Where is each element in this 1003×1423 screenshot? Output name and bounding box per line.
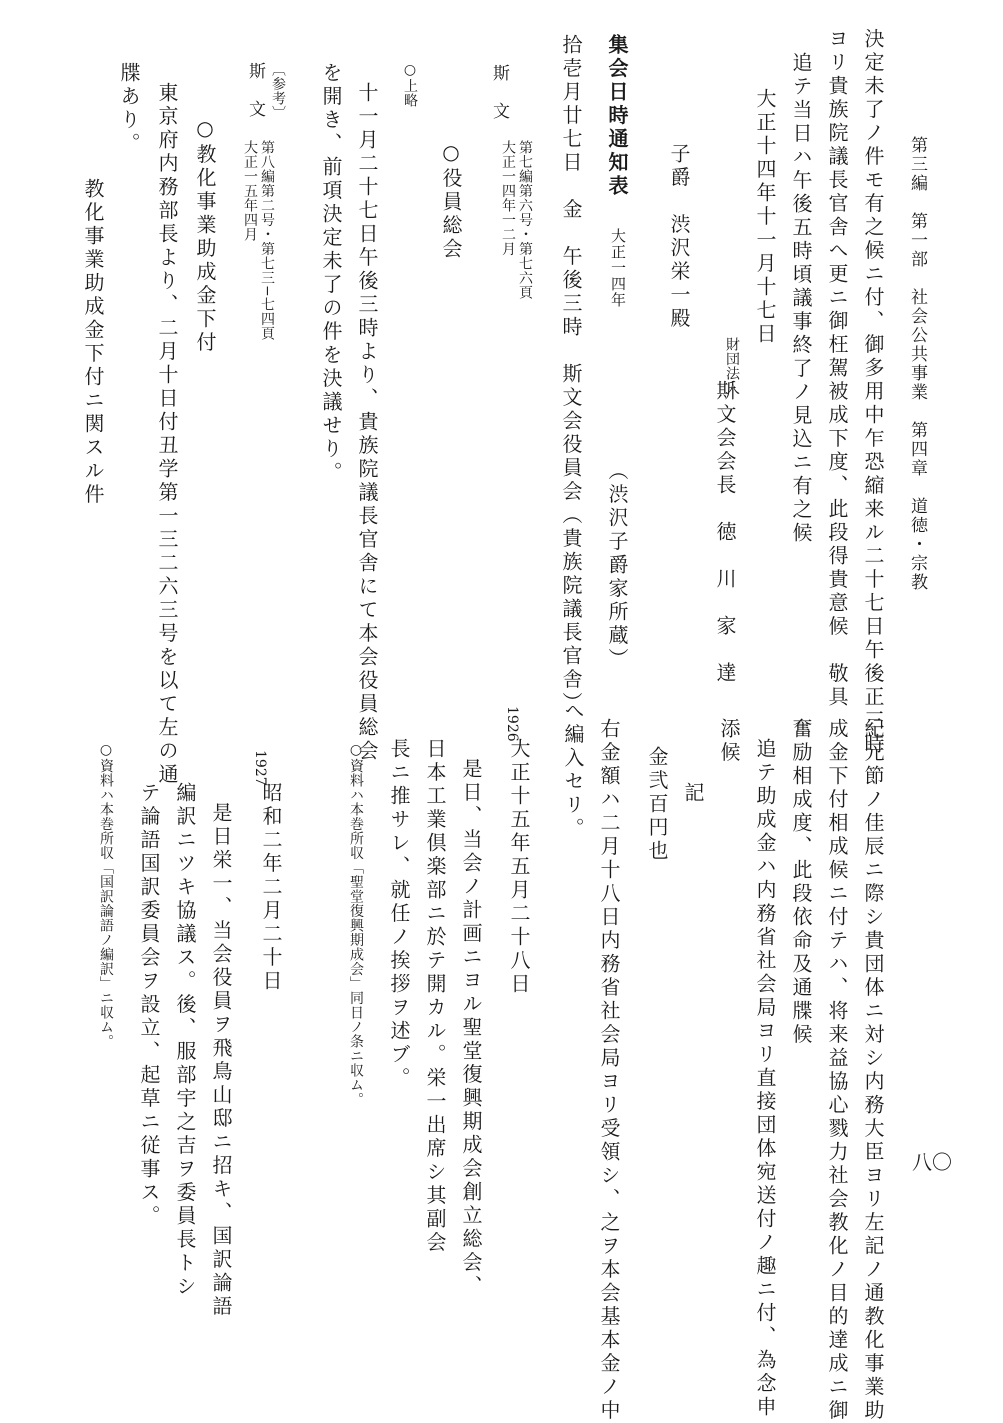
- letter-line: 追テ当日ハ午後五時頃議事終了ノ見込ニ有之候: [789, 52, 813, 546]
- journal-ref-a: 第八編第二号・第七三−七四頁: [259, 140, 275, 341]
- letter-line: 決定未了ノ件モ有之候ニ付、御多用中乍恐縮来ル二十七日午後正三時: [861, 28, 885, 757]
- letter-sender: 斯文会会長 徳 川 家 達: [713, 380, 737, 686]
- running-header: 第三編 第一部 社会公共事業 第四章 道徳・宗教: [907, 136, 927, 592]
- journal-ref: [499, 140, 533, 300]
- entry-line: テ論語国訳委員会ヲ設立、起草ニ従事ス。: [137, 782, 161, 1229]
- omission-note: ○上略: [402, 62, 418, 108]
- source-note: ○資料ハ本巻所収「国訳論語ノ編訳」ニ収ム。: [98, 742, 114, 1049]
- grant-title: 教化事業助成金下付ニ関スル件: [81, 178, 105, 507]
- year-marker: 1927: [252, 750, 268, 786]
- notice-line: 添候: [717, 718, 741, 765]
- reference-label: 〔参考〕: [270, 62, 286, 120]
- entry-line: 日本工業倶楽部ニ於テ開カル。栄一出席シ其副会: [423, 738, 447, 1255]
- notice-line: 紀元節ノ佳辰ニ際シ貴団体ニ対シ内務大臣ヨリ左記ノ通教化事業助: [861, 718, 885, 1423]
- page-number: 八〇: [912, 1150, 952, 1174]
- entry-line: 是日栄一、当会役員ヲ飛鳥山邸ニ招キ、国訳論語: [209, 802, 233, 1319]
- journal-ref: [241, 140, 275, 341]
- section-heading: ○役員総会: [439, 140, 463, 262]
- sender-prefix: 財団法人: [724, 337, 740, 395]
- notice-line: 奮励相成度、此段依命及通牒候: [789, 718, 813, 1047]
- source-citation: （渋沢子爵家所蔵）: [605, 460, 629, 672]
- receipt-line: へ編入セリ。: [561, 700, 585, 841]
- year-marker: 1926: [504, 706, 520, 742]
- journal-title: 斯 文: [489, 64, 509, 121]
- entry-line: 是日、当会ノ計画ニヨル聖堂復興期成会創立総会、: [459, 758, 483, 1299]
- record-marker: 記: [681, 782, 705, 806]
- section-heading: ○教化事業助成金下付: [193, 116, 217, 355]
- notice-line: 追テ助成金ハ内務省社会局ヨリ直接団体宛送付ノ趣ニ付、為念申: [753, 738, 777, 1420]
- notice-title: 集会日時通知表: [605, 34, 629, 199]
- meeting-line: 十一月二十七日午後三時より、貴族院議長官舎にて本会役員総会: [355, 82, 379, 764]
- source-note: ○資料ハ本巻所収「聖堂復興期成会」同日ノ条ニ収ム。: [348, 742, 364, 1107]
- letter-date: 大正十四年十一月十七日: [753, 88, 777, 347]
- grant-line: 東京府内務部長より、二月十日付丑学第一三二六三号を以て左の通: [155, 82, 179, 787]
- grant-line: 牒あり。: [117, 62, 141, 156]
- journal-ref-a: 第七編第六号・第七六頁: [517, 140, 533, 300]
- journal-title: 斯 文: [245, 62, 265, 119]
- journal-ref-b: 大正一五年四月: [242, 140, 258, 242]
- meeting-line: を開き、前項決定未了の件を決議せり。: [319, 62, 343, 485]
- entry-line: 編訳ニツキ協議ス。後、服部宇之吉ヲ委員長トシ: [173, 782, 197, 1299]
- entry-date: 大正十五年五月二十八日: [507, 738, 531, 997]
- journal-ref-b: 大正一四年一二月: [500, 140, 516, 256]
- letter-line: ヨリ貴族院議長官舎へ更ニ御枉駕被成下度、此段得貴意候 敬具: [825, 28, 849, 710]
- entry-date: 昭和二年二月二十日: [259, 782, 283, 994]
- notice-year: 大正一四年: [609, 228, 627, 308]
- receipt-line: 右金額ハ二月十八日内務省社会局ヨリ受領シ、之ヲ本会基本金ノ中: [597, 718, 621, 1423]
- notice-line: 成金下付相成候ニ付テハ、将来益協心戮力社会教化ノ目的達成ニ御: [825, 718, 849, 1423]
- amount: 金弐百円也: [645, 746, 669, 864]
- entry-line: 長ニ推サレ、就任ノ挨拶ヲ述ブ。: [387, 738, 411, 1091]
- notice-line: 拾壱月廿七日 金 午後三時 斯文会役員会（貴族院議長官舎）: [559, 34, 583, 716]
- letter-recipient: 子爵 渋沢栄一殿: [667, 143, 691, 331]
